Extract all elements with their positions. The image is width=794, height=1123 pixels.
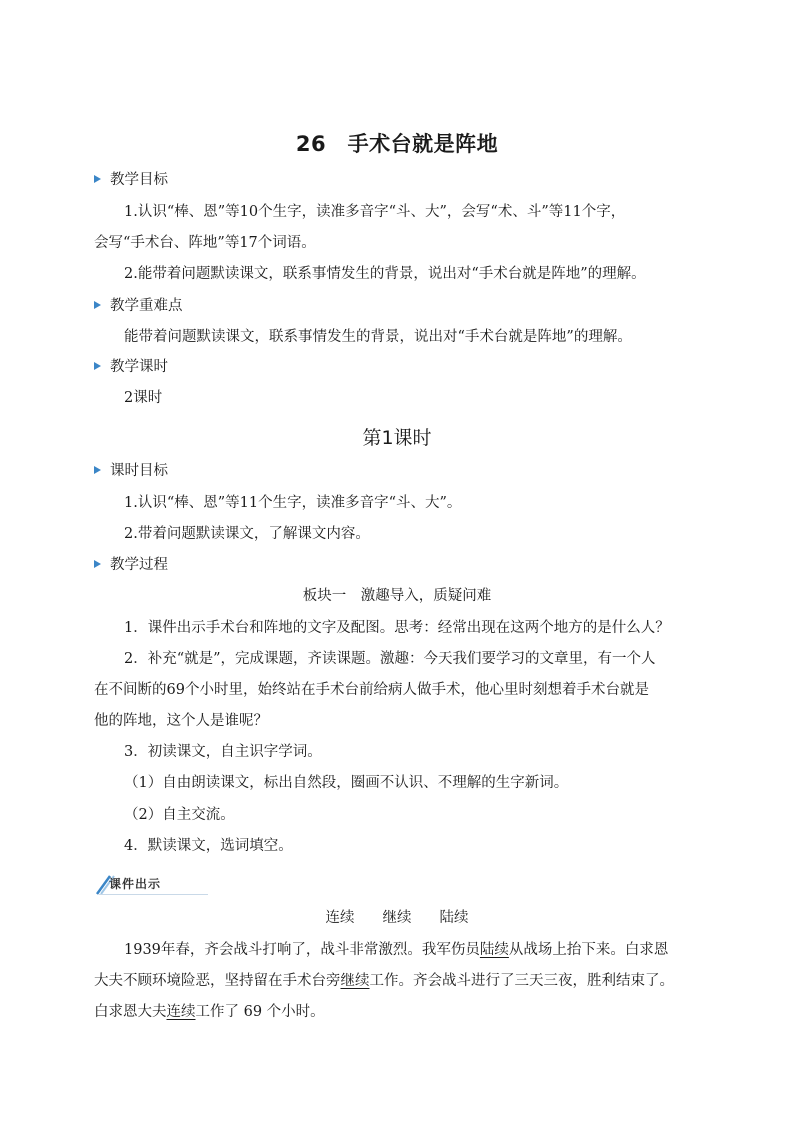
passage-text: 1939年春，齐会战斗打响了，战斗非常激烈。我军伤员 — [124, 942, 480, 958]
step-3: 3．初读课文，自主识字学词。 — [124, 744, 322, 760]
step-2-line-3: 他的阵地，这个人是谁呢？ — [94, 713, 268, 729]
passage-text: 从战场上抬下来。白求恩 — [508, 942, 669, 958]
goal-1-line-1: 1.认识“棒、恩”等10个生字，读准多音字“斗、大”，会写“术、斗”等11个字， — [124, 204, 626, 220]
block-1-title: 板块一 激趣导入，质疑问难 — [302, 588, 492, 604]
key-points-text: 能带着问题默读课文，联系事情发生的背景，说出对“手术台就是阵地”的理解。 — [124, 329, 632, 345]
passage-text: 工作了 69 个小时。 — [195, 1004, 325, 1020]
goal-1-line-2: 会写“手术台、阵地”等17个词语。 — [94, 235, 316, 251]
courseware-badge — [96, 872, 216, 896]
step-3-sub-1: （1）自由朗读课文，标出自然段，圈画不认识、不理解的生字新词。 — [124, 775, 569, 791]
section-heading-goals — [94, 170, 168, 190]
word-choice: 陆续 — [439, 910, 469, 926]
word-choice: 继续 — [382, 910, 412, 926]
triangle-bullet-icon — [94, 362, 101, 370]
passage-line-1 — [124, 940, 668, 960]
lesson-goal-1: 1.认识“棒、恩”等11个生字，读准多音字“斗、大”。 — [124, 495, 462, 511]
section-heading-lesson-goals — [94, 461, 168, 481]
step-3-sub-2: （2）自主交流。 — [124, 807, 235, 823]
section-heading-key-points — [94, 296, 183, 316]
lesson-title: 第1课时 — [362, 427, 432, 449]
passage-text: 白求恩大夫 — [94, 1004, 167, 1020]
badge-label: 课件出示 — [109, 877, 162, 891]
word-choice: 连续 — [325, 910, 355, 926]
section-heading-process — [94, 555, 168, 575]
triangle-bullet-icon — [94, 301, 101, 309]
underlined-answer: 连续 — [166, 1004, 196, 1020]
heading-label: 教学过程 — [110, 557, 168, 573]
step-2-line-1: 2．补充“就是”，完成课题，齐读课题。激趣：今天我们要学习的文章里，有一个人 — [124, 651, 656, 667]
passage-line-3 — [94, 1002, 325, 1022]
heading-label: 课时目标 — [110, 463, 168, 479]
step-1: 1．课件出示手术台和阵地的文字及配图。思考：经常出现在这两个地方的是什么人？ — [124, 620, 670, 636]
underlined-answer: 继续 — [340, 973, 370, 989]
triangle-bullet-icon — [94, 175, 101, 183]
step-2-line-2: 在不间断的69个小时里，始终站在手术台前给病人做手术，他心里时刻想着手术台就是 — [94, 682, 649, 698]
heading-label: 教学重难点 — [110, 298, 183, 314]
lesson-goal-2: 2.带着问题默读课文，了解课文内容。 — [124, 526, 370, 542]
heading-label: 教学课时 — [110, 359, 168, 375]
document-title: 26 手术台就是阵地 — [295, 132, 499, 156]
hours-text: 2课时 — [124, 390, 163, 406]
passage-text: 大夫不顾环境险恶，坚持留在手术台旁 — [94, 973, 341, 989]
underlined-answer: 陆续 — [479, 942, 509, 958]
goal-2: 2.能带着问题默读课文，联系事情发生的背景，说出对“手术台就是阵地”的理解。 — [124, 266, 646, 282]
word-choices — [0, 908, 794, 928]
passage-line-2 — [94, 971, 674, 991]
section-heading-hours — [94, 357, 168, 377]
triangle-bullet-icon — [94, 560, 101, 568]
triangle-bullet-icon — [94, 466, 101, 474]
passage-text: 工作。齐会战斗进行了三天三夜，胜利结束了。 — [369, 973, 674, 989]
step-4: 4．默读课文，选词填空。 — [124, 838, 293, 854]
heading-label: 教学目标 — [110, 172, 168, 188]
